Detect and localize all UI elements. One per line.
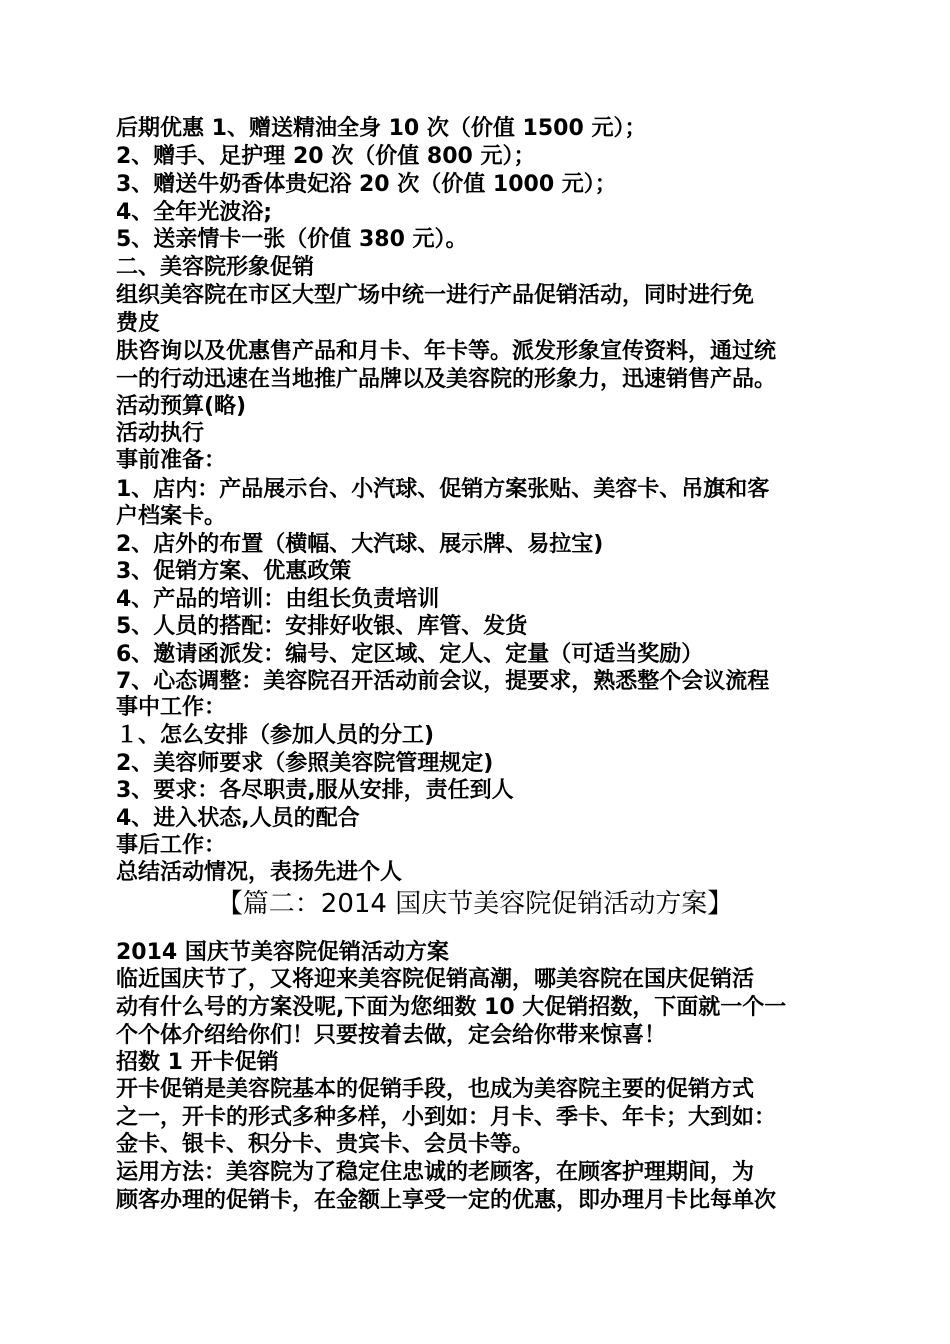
text-line: 3、促销方案、优惠政策: [116, 559, 352, 584]
text-line: 后期优惠 1、赠送精油全身 10 次（价值 1500 元）；: [116, 116, 647, 141]
text-line: 动有什么号的方案没呢,下面为您细数 10 大促销招数，下面就一个一: [116, 995, 787, 1020]
text-line: 4、产品的培训：由组长负责培训: [116, 587, 440, 612]
text-line: 事后工作：: [116, 833, 227, 858]
text-line: 5、人员的搭配：安排好收银、库管、发货: [116, 614, 528, 639]
text-line: 6、邀请函派发：编号、定区域、定人、定量（可适当奖励）: [116, 642, 704, 667]
text-line: 4、进入状态,人员的配合: [116, 806, 360, 831]
text-line: 费皮: [116, 311, 161, 336]
text-line: 一的行动迅速在当地推广品牌以及美容院的形象力，迅速销售产品。: [116, 367, 777, 392]
text-line: 组织美容院在市区大型广场中统一进行产品促销活动，同时进行免: [116, 283, 755, 308]
text-line: 运用方法：美容院为了稳定住忠诚的老顾客，在顾客护理期间，为: [116, 1160, 755, 1185]
text-line: 2、店外的布置（横幅、大汽球、展示牌、易拉宝): [116, 532, 604, 557]
text-line: 7、心态调整：美容院召开活动前会议，提要求，熟悉整个会议流程: [116, 669, 770, 694]
text-line: 活动预算(略): [116, 394, 247, 419]
text-line: 5、送亲情卡一张（价值 380 元）。: [116, 227, 468, 252]
text-line: 临近国庆节了，又将迎来美容院促销高潮，哪美容院在国庆促销活: [116, 967, 755, 992]
text-line: １、怎么安排（参加人员的分工): [116, 723, 435, 748]
text-line: 3、赠送牛奶香体贵妃浴 20 次（价值 1000 元）；: [116, 172, 617, 197]
text-line: 3、要求：各尽职责,服从安排，责任到人: [116, 778, 514, 803]
text-line: 事中工作：: [116, 695, 227, 720]
text-line: 之一，开卡的形式多种多样，小到如：月卡、季卡、年卡；大到如：: [116, 1105, 777, 1130]
text-line: 2、美容师要求（参照美容院管理规定): [116, 751, 494, 776]
text-line: 户档案卡。: [116, 504, 227, 529]
text-line: 总结活动情况，表扬先进个人: [116, 860, 403, 885]
text-line: 1、店内：产品展示台、小汽球、促销方案张贴、美容卡、吊旗和客: [116, 477, 770, 502]
text-line: 活动执行: [116, 421, 205, 446]
text-line: 4、全年光波浴;: [116, 200, 273, 225]
section-title: 二、美容院形象促销: [116, 255, 315, 280]
text-line: 开卡促销是美容院基本的促销手段，也成为美容院主要的促销方式: [116, 1077, 755, 1102]
text-line: 顾客办理的促销卡，在金额上享受一定的优惠，即办理月卡比每单次: [116, 1188, 777, 1213]
text-line: 肤咨询以及优惠售产品和月卡、年卡等。派发形象宣传资料，通过统: [116, 339, 777, 364]
text-line: 金卡、银卡、积分卡、贵宾卡、会员卡等。: [116, 1132, 535, 1157]
chapter-heading: 【篇二：2014 国庆节美容院促销活动方案】: [216, 889, 734, 919]
text-line: 招数 1 开卡促销: [116, 1050, 279, 1075]
article-title: 2014 国庆节美容院促销活动方案: [116, 940, 449, 965]
text-line: 个个体介绍给你们！只要按着去做，定会给你带来惊喜！: [116, 1023, 667, 1048]
text-line: 事前准备：: [116, 448, 227, 473]
text-line: 2、赠手、足护理 20 次（价值 800 元）；: [116, 144, 536, 169]
